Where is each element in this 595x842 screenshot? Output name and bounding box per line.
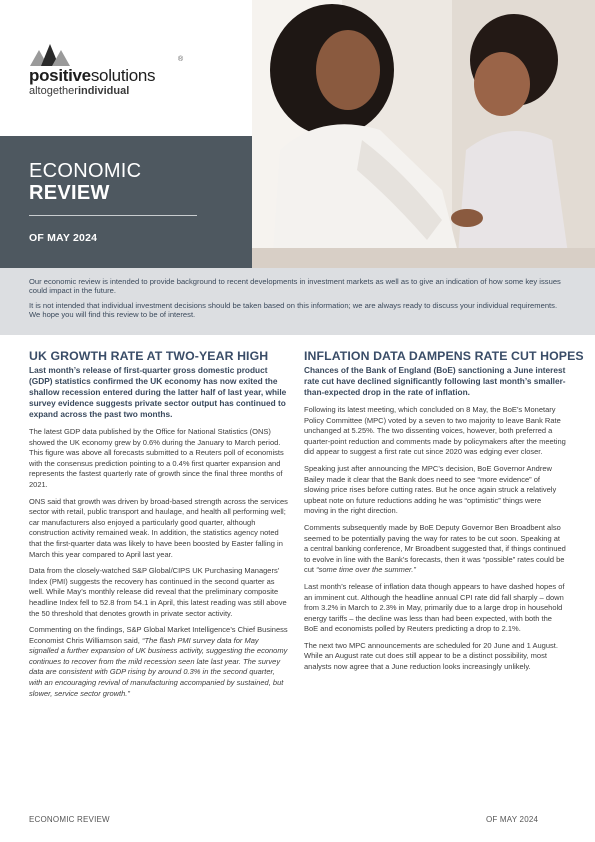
logo-mark-icon: [30, 44, 70, 66]
article-lead: Last month’s release of first-quarter gross domestic product (GDP) statistics confirmed the UK economy has now exited the shallow recession entered during the latter half of last year, while survey evidence suggests private sector output has continued to expand across the past two months.: [29, 365, 287, 419]
registered-mark: ®: [178, 56, 184, 63]
logo-tagline: [29, 85, 129, 97]
article-uk-growth: [29, 349, 288, 705]
tagline-light: altogether: [29, 85, 78, 97]
issue-date: OF MAY 2024: [29, 232, 98, 244]
title-panel: [0, 136, 252, 268]
footer-date: OF MAY 2024: [486, 815, 539, 824]
intro-paragraph-1: Our economic review is intended to provide background to recent developments in investment markets as well as to give an indication of how some key issues could impact in the future.: [29, 277, 561, 296]
quote-text: “some time over the summer.”: [316, 565, 416, 575]
article-paragraph: [304, 523, 566, 576]
paragraph-text: Comments subsequently made by BoE Deputy Governor Ben Broadbent also seemed to be potentially paving the way for rates to be cut soon. Speaking at a central banking conference, Mr Broadbent suggested that, if things continued to evolve in line with the Bank’s forecasts, then it was “possible” rates could be cut: [304, 522, 566, 575]
article-inflation: [304, 349, 584, 679]
logo-word-bold: positive: [29, 66, 91, 85]
article-lead: Chances of the Bank of England (BoE) sanctioning a June interest rate cut have declined significantly following last month’s smaller-than-expected drop in the rate of inflation.: [304, 365, 566, 397]
title-line-1: ECONOMIC: [29, 160, 142, 182]
tagline-bold: individual: [77, 85, 130, 97]
title-divider: [29, 215, 197, 216]
paragraph-text: Commenting on the findings, S&P Global Market Intelligence’s Chief Business Economist Chris Williamson said,: [29, 625, 288, 645]
article-heading: INFLATION DATA DAMPENS RATE CUT HOPES: [304, 349, 584, 363]
footer-title: ECONOMIC REVIEW: [29, 815, 110, 824]
page-header: [0, 0, 595, 268]
article-paragraph: The latest GDP data published by the Office for National Statistics (ONS) showed the UK economy grew by 0.6% during the January to March period. This figure was above all forecasts submitted to a Reuters poll of economists with the consensus prediction pointing to a 0.4% first quarter expansion and represents the fastest quarterly rate of growth since the final three months of 2021.: [29, 427, 284, 489]
article-paragraph: The next two MPC announcements are scheduled for 20 June and 1 August. While an August rate cut does still appear to be a distinct possibility, most analysts now agree that a June reduction looks increasingly unlikely.: [304, 640, 558, 672]
intro-band: [0, 268, 595, 335]
quote-text: “The flash PMI survey data for May signalled a further expansion of UK business activity, suggesting the economy continues to recover from the mild recession seen late last year. The survey data are consistent with GDP rising by around 0.3% in the second quarter, with an encouraging revival of manufacturing accompanied by sustained, but slower, service sector growth.”: [29, 635, 288, 698]
logo-word-regular: solutions: [90, 66, 156, 85]
logo-wordmark: [29, 66, 155, 86]
intro-paragraph-2: It is not intended that individual investment decisions should be taken based on this information; we are always ready to discuss your individual requirements. We hope you will find this review to be of interest.: [29, 300, 558, 319]
title-line-2: REVIEW: [29, 182, 110, 204]
article-paragraph: Last month’s release of inflation data though appears to have dashed hopes of an imminent cut. Although the headline annual CPI rate did fall sharply – down from 3.2% in March to 2.3% in May, primarily due to a large drop in household energy tariffs – the decline was less than had been expected, with both the BoE and economists polled by Reuters predicting a drop to 2.1%.: [304, 581, 565, 634]
logo: [0, 0, 252, 136]
article-paragraph: [29, 625, 288, 699]
header-photo: [252, 0, 595, 268]
article-paragraph: ONS said that growth was driven by broad-based strength across the services sector with retail, public transport and haulage, and health all performing well; car manufacturers also enjoyed a particularly good quarter, although construction activity remained weak. In addition, the statistics agency noted that the first-quarter data was likely to have been boosted by Easter falling in March this year compared to April last year.: [29, 496, 288, 559]
article-paragraph: Speaking just after announcing the MPC’s decision, BoE Governor Andrew Bailey made it clear that the Bank does need to see “more evidence” of slowing price rises before cutting rates. But he once again struck a relatively upbeat note on future reductions adding he was “optimistic” things were moving in the right direction.: [304, 463, 557, 516]
article-heading: UK GROWTH RATE AT TWO-YEAR HIGH: [29, 349, 269, 363]
mother-and-child-photo: [252, 0, 595, 268]
article-paragraph: Data from the closely-watched S&P Global/CIPS UK Purchasing Managers’ Index (PMI) suggests the recovery has continued in the second quarter as well. While May’s monthly release did reveal that the preliminary composite headline Index fell to 52.8 from 54.1 in April, this latest reading was still above the 50 threshold that denotes growth in private sector activity.: [29, 566, 287, 618]
article-paragraph: Following its latest meeting, which concluded on 8 May, the BoE’s Monetary Policy Committee (MPC) voted by a seven to two majority to leave Bank Rate unchanged at 5.25%. The two dissenting voices, however, both preferred a quarter-point reduction and comments made by policymakers after the meeting did appear to suggest a first rate cut since 2020 was edging ever closer.: [304, 405, 566, 457]
